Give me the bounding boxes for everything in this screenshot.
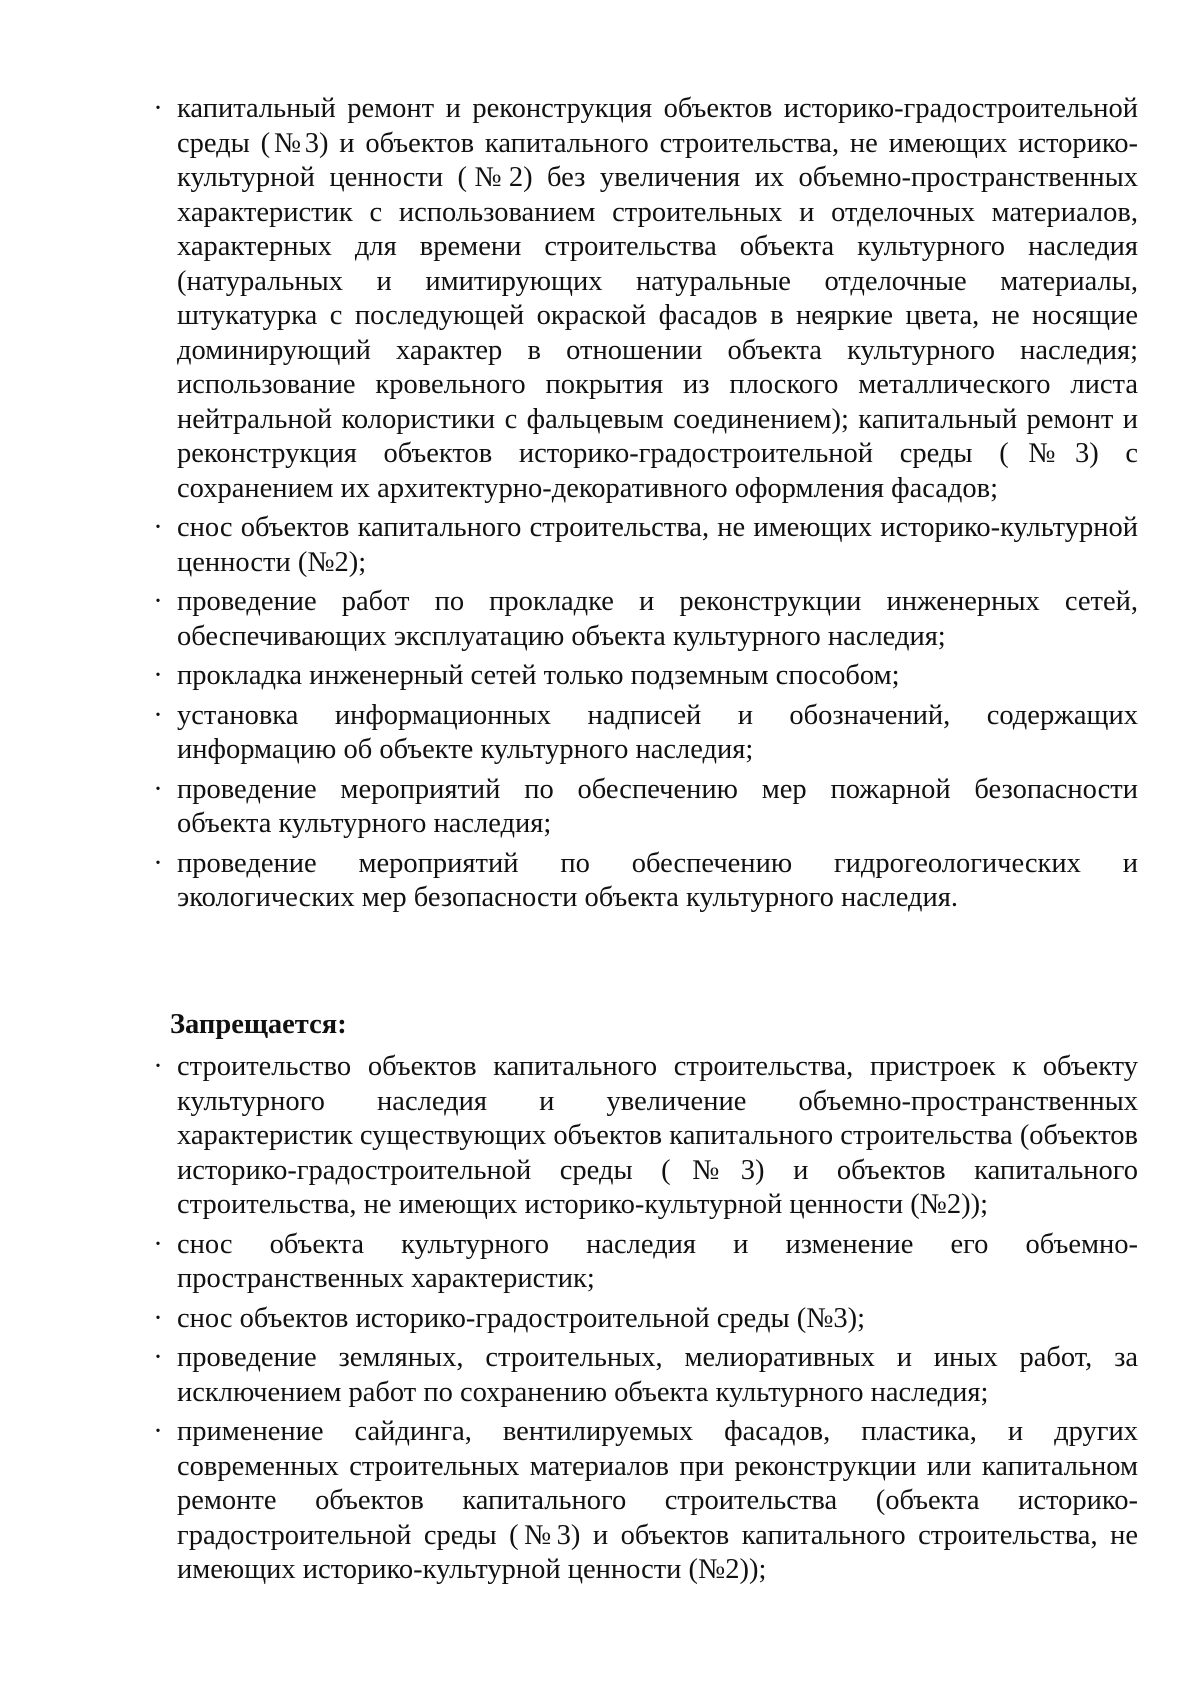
- bullet-icon: ·: [153, 586, 163, 617]
- list-item-text: проведение работ по прокладке и реконструкции инженерных сетей, обеспечивающих эксплуатацию объекта культурного наследия;: [177, 586, 1138, 652]
- list-item-text: строительство объектов капитального строительства, пристроек к объекту культурного наследия и увеличение объемно-пространственных характеристик существующих объектов капитального строительства (объектов историко-градостроительной среды (№3) и объектов капитального строительства, не имеющих историко-культурной ценности (№2));: [177, 1051, 1138, 1220]
- list-item: [150, 699, 1138, 768]
- bullet-icon: ·: [153, 1228, 163, 1260]
- permitted-list: [150, 92, 1138, 921]
- list-item: [150, 92, 1138, 506]
- bullet-icon: ·: [153, 660, 163, 691]
- bullet-icon: ·: [153, 1302, 163, 1334]
- bullet-icon: ·: [153, 773, 163, 805]
- list-item-text: снос объектов капитального строительства, не имеющих историко-культурной ценности (№2);: [177, 512, 1138, 578]
- prohibited-heading: Запрещается:: [170, 1009, 347, 1040]
- list-item-text: капитальный ремонт и реконструкция объектов историко-градостроительной среды (№3) и объектов капитального строительства, не имеющих историко-культурной ценности (№2) без увеличения их объемно-пространственных характеристик с использованием строительных и отделочных материалов, характерных для времени строительства объекта культурного наследия (натуральных и имитирующих натуральные отделочные материалы, штукатурка с последующей окраской фасадов в неяркие цвета, не носящие доминирующий характер в отношении объекта культурного наследия; использование кровельного покрытия из плоского металлического листа нейтральной колористики с фальцевым соединением); капитальный ремонт и реконструкция объектов историко-градостроительной среды (№3) с сохранением их архитектурно-декоративного оформления фасадов;: [177, 93, 1138, 504]
- list-item-text: прокладка инженерный сетей только подземным способом;: [177, 660, 900, 691]
- bullet-icon: ·: [153, 93, 163, 124]
- list-item: [150, 1302, 1138, 1337]
- list-item-text: снос объектов историко-градостроительной среды (№3);: [177, 1302, 866, 1334]
- bullet-icon: ·: [153, 847, 163, 879]
- list-item-text: снос объекта культурного наследия и изменение его объемно-пространственных характеристик;: [177, 1228, 1138, 1294]
- bullet-icon: ·: [153, 699, 163, 731]
- prohibited-list: [150, 1050, 1138, 1593]
- list-item: [150, 1228, 1138, 1297]
- list-item: [150, 511, 1138, 580]
- list-item: [150, 847, 1138, 916]
- list-item-text: применение сайдинга, вентилируемых фасадов, пластика, и других современных строительных материалов при реконструкции или капитальном ремонте объектов капитального строительства (объекта историко-градостроительной среды (№3) и объектов капитального строительства, не имеющих историко-культурной ценности (№2));: [177, 1416, 1138, 1585]
- bullet-icon: ·: [153, 1342, 163, 1373]
- list-item: [150, 659, 1138, 694]
- list-item: [150, 585, 1138, 654]
- list-item-text: установка информационных надписей и обозначений, содержащих информацию об объекте культурного наследия;: [177, 699, 1138, 765]
- list-item-text: проведение мероприятий по обеспечению мер пожарной безопасности объекта культурного наследия;: [177, 773, 1138, 839]
- list-item-text: проведение мероприятий по обеспечению гидрогеологических и экологических мер безопасности объекта культурного наследия.: [177, 847, 1138, 913]
- bullet-icon: ·: [153, 512, 163, 543]
- bullet-icon: ·: [153, 1416, 163, 1447]
- bullet-icon: ·: [153, 1051, 163, 1082]
- list-item: [150, 773, 1138, 842]
- list-item: [150, 1341, 1138, 1410]
- list-item-text: проведение земляных, строительных, мелиоративных и иных работ, за исключением работ по сохранению объекта культурного наследия;: [177, 1342, 1138, 1408]
- list-item: [150, 1050, 1138, 1223]
- list-item: [150, 1415, 1138, 1588]
